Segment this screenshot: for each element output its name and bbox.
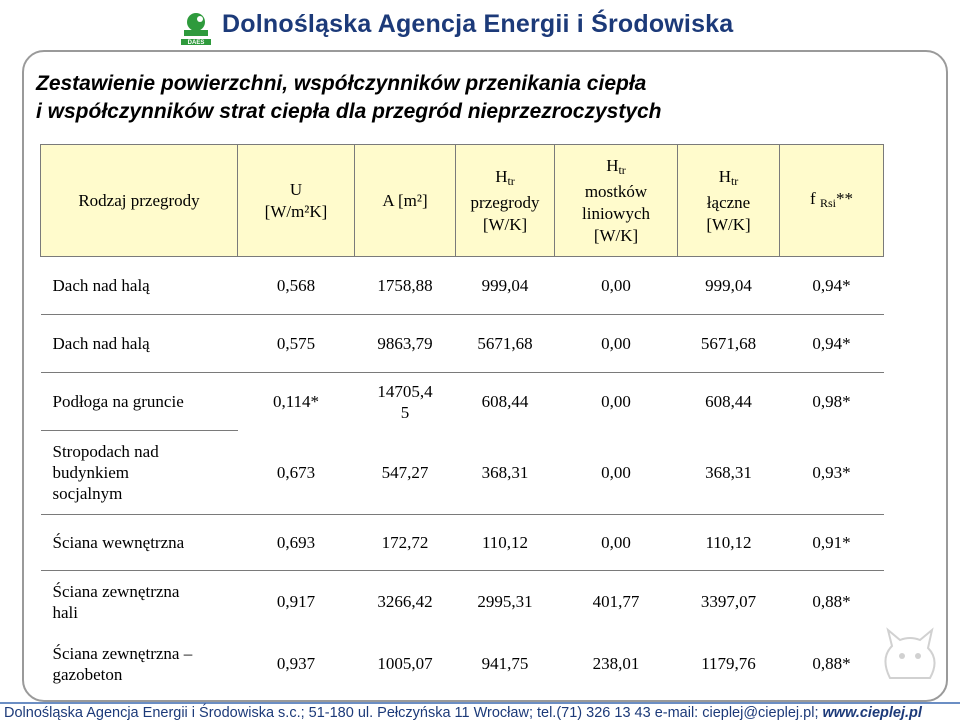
header-u: U [W/m²K] — [238, 145, 355, 257]
cell-name: Ściana zewnętrzna hali — [41, 571, 238, 633]
cell-name: Dach nad halą — [41, 257, 238, 315]
header-partition-type: Rodzaj przegrody — [41, 145, 238, 257]
slide-title — [36, 70, 916, 126]
cell-htr-bridges: 401,77 — [555, 571, 678, 633]
cell-htr-total: 5671,68 — [678, 315, 780, 373]
cell-htr-total: 608,44 — [678, 373, 780, 431]
table-row — [41, 315, 884, 373]
cat-watermark-icon — [870, 618, 950, 698]
cell-htr-total: 368,31 — [705, 462, 752, 482]
table-row — [41, 373, 884, 431]
cell-frsi: 0,94* — [780, 257, 884, 315]
cell-name: Stropodach nad budynkiem socjalnym — [41, 431, 238, 515]
footer-url[interactable]: www.cieplej.pl — [822, 705, 922, 721]
header-frsi: f $_{Rsi}$** — [780, 145, 884, 257]
table-row — [41, 431, 884, 515]
cell-name: Ściana zewnętrzna – gazobeton — [52, 643, 193, 684]
cell-area: 9863,79 — [355, 315, 456, 373]
cell-htr-total: 110,12 — [678, 515, 780, 571]
cell-frsi: 0,94* — [780, 315, 884, 373]
cell-htr-total: 999,04 — [678, 257, 780, 315]
cell-htr-partition: 608,44 — [456, 373, 555, 431]
page-header — [0, 0, 960, 48]
cell-htr-partition: 2995,31 — [456, 571, 555, 633]
cell-u: 0,575 — [238, 315, 355, 373]
cell-frsi: 0,88* — [812, 654, 851, 673]
cell-htr-partition: 941,75 — [481, 654, 529, 673]
slide-title-line-1: Zestawienie powierzchni, współczynników przenikania ciepła — [36, 72, 647, 95]
cell-htr-total: 1179,76 — [701, 654, 756, 673]
cell-area: 1758,88 — [355, 257, 456, 315]
cell-area: 14705,4 5 — [355, 373, 456, 431]
daes-logo — [178, 10, 214, 46]
cell-htr-bridges: 0,00 — [555, 515, 678, 571]
table-row — [41, 257, 884, 315]
header-htr-total: $H_{tr}$ łączne [W/K] — [678, 145, 780, 257]
cell-area: 1005,07 — [377, 654, 433, 673]
cell-htr-total: 3397,07 — [678, 571, 780, 633]
cell-htr-bridges: 0,00 — [601, 462, 631, 482]
logo-text: DAEŚ — [187, 40, 205, 46]
cell-name: Dach nad halą — [41, 315, 238, 373]
cell-name: Podłoga na gruncie — [41, 373, 238, 431]
cell-frsi: 0,88* — [780, 571, 884, 633]
cell-area: 172,72 — [355, 515, 456, 571]
cell-u: 0,568 — [238, 257, 355, 315]
table-row — [41, 571, 884, 633]
header-htr-partition: $H_{tr}$ przegrody [W/K] — [456, 145, 555, 257]
cell-htr-bridges: 0,00 — [555, 257, 678, 315]
cell-frsi: 0,98* — [780, 373, 884, 431]
cell-u: 0,673 — [276, 462, 316, 482]
cell-u: 0,917 — [238, 571, 355, 633]
table-row — [41, 633, 884, 695]
slide-title-line-2: i współczynników strat ciepła dla przegród nieprzezroczystych — [36, 100, 662, 123]
cell-area: 547,27 — [381, 462, 429, 482]
footer-contact: Dolnośląska Agencja Energii i Środowiska s.c.; 51-180 ul. Pełczyńska 11 Wrocław; tel.(71) 326 13 43 e-mail: cieplej@cieplej.pl; — [4, 705, 819, 721]
cell-htr-partition: 110,12 — [456, 515, 555, 571]
cell-name: Ściana wewnętrzna — [41, 515, 238, 571]
cell-htr-partition: 368,31 — [481, 462, 529, 482]
cell-htr-bridges: 238,01 — [592, 654, 640, 673]
cell-frsi: 0,91* — [780, 515, 884, 571]
cell-u: 0,937 — [276, 654, 316, 673]
footer — [4, 703, 922, 723]
cell-area: 3266,42 — [355, 571, 456, 633]
cell-frsi: 0,93* — [812, 462, 851, 482]
header-area: A [m²] — [355, 145, 456, 257]
cell-htr-partition: 999,04 — [456, 257, 555, 315]
cell-u: 0,114* — [238, 373, 355, 431]
header-htr-bridges: $H_{tr}$ mostków liniowych [W/K] — [555, 145, 678, 257]
cell-u: 0,693 — [238, 515, 355, 571]
cell-htr-partition: 5671,68 — [456, 315, 555, 373]
partition-table — [40, 144, 884, 695]
table-header-row — [41, 145, 884, 257]
organization-name: Dolnośląska Agencja Energii i Środowiska — [222, 10, 734, 38]
cell-htr-bridges: 0,00 — [555, 315, 678, 373]
cell-htr-bridges: 0,00 — [555, 373, 678, 431]
table-row — [41, 515, 884, 571]
